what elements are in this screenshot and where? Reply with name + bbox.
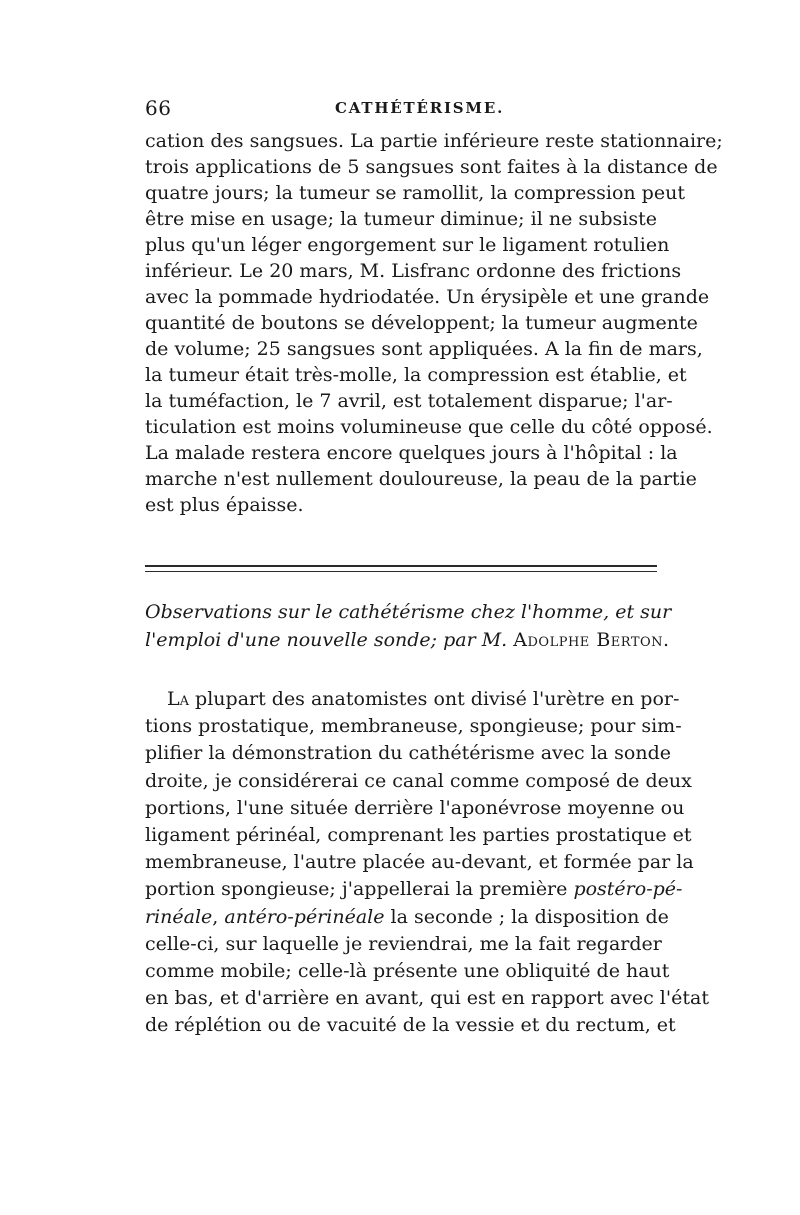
text-line: celle-ci, sur laquelle je reviendrai, me la fait regarder — [145, 932, 662, 955]
text-line: quatre jours; la tumeur se ramollit, la compression peut — [145, 182, 685, 204]
text-line: membraneuse, l'autre placée au-devant, et formée par la — [145, 851, 694, 874]
text-fragment: la seconde ; la disposition de — [384, 905, 669, 928]
italic-term: antéro-périnéale — [224, 905, 385, 928]
text-fragment: plupart des anatomistes ont divisé l'urètre en por- — [189, 688, 680, 710]
initial-word: La — [167, 688, 190, 710]
text-line: marche n'est nullement douloureuse, la peau de la partie — [145, 468, 697, 490]
text-line: La malade restera encore quelques jours à l'hôpital : la — [145, 442, 678, 464]
text-line: tions prostatique, membraneuse, spongieuse; pour sim- — [145, 715, 682, 738]
text-line: de réplétion ou de vacuité de la vessie et du rectum, et — [145, 1014, 676, 1037]
text-line — [145, 904, 669, 931]
text-line: plifier la démonstration du cathétérisme avec la sonde — [145, 742, 671, 765]
text-line: la tuméfaction, le 7 avril, est totalement disparue; l'ar- — [145, 390, 673, 412]
page-header — [145, 96, 655, 126]
text-line — [145, 686, 680, 713]
text-fragment: portion spongieuse; j'appellerai la première — [145, 878, 568, 901]
text-line: de volume; 25 sangsues sont appliquées. A la fin de mars, — [145, 338, 703, 360]
text-line: trois applications de 5 sangsues sont faites à la distance de — [145, 156, 718, 178]
text-line: portions, l'une située derrière l'aponévrose moyenne ou — [145, 796, 685, 819]
text-line — [145, 876, 683, 903]
text-line: ticulation est moins volumineuse que celle du côté opposé. — [145, 416, 713, 438]
text-line: ligament périnéal, comprenant les parties prostatique et — [145, 823, 692, 846]
text-line: en bas, et d'arrière en avant, qui est en rapport avec l'état — [145, 987, 709, 1010]
article-title — [145, 598, 672, 654]
text-line: inférieur. Le 20 mars, M. Lisfranc ordonne des frictions — [145, 260, 682, 282]
page-number: 66 — [145, 96, 172, 120]
italic-term: rinéale — [145, 905, 213, 928]
article-title-line — [145, 626, 670, 654]
text-line: la tumeur était très-molle, la compression est établie, et — [145, 364, 687, 386]
section-divider-thick — [145, 565, 657, 567]
running-title: CATHÉTÉRISME. — [335, 99, 505, 117]
section-divider-thin — [145, 571, 657, 572]
article-body-paragraph — [145, 686, 709, 1039]
text-line: est plus épaisse. — [145, 494, 304, 516]
text-line: comme mobile; celle-là présente une obliquité de haut — [145, 959, 670, 982]
italic-term: postéro-pé- — [573, 878, 683, 901]
article-title-line: Observations sur le cathétérisme chez l'homme, et sur — [145, 601, 672, 623]
text-line: quantité de boutons se développent; la tumeur augmente — [145, 312, 698, 334]
text-line: avec la pommade hydriodatée. Un érysipèle et une grande — [145, 286, 710, 308]
text-line: droite, je considérerai ce canal comme composé de deux — [145, 769, 692, 792]
article-author: Adolphe Berton. — [513, 629, 670, 651]
text-line: cation des sangsues. La partie inférieure reste stationnaire; — [145, 130, 723, 152]
case-report-paragraph — [145, 128, 723, 518]
article-title-italic: l'emploi d'une nouvelle sonde; par M. — [145, 629, 508, 651]
text-fragment: , — [212, 905, 225, 928]
text-line: plus qu'un léger engorgement sur le ligament rotulien — [145, 234, 670, 256]
text-line: être mise en usage; la tumeur diminue; il ne subsiste — [145, 208, 657, 230]
